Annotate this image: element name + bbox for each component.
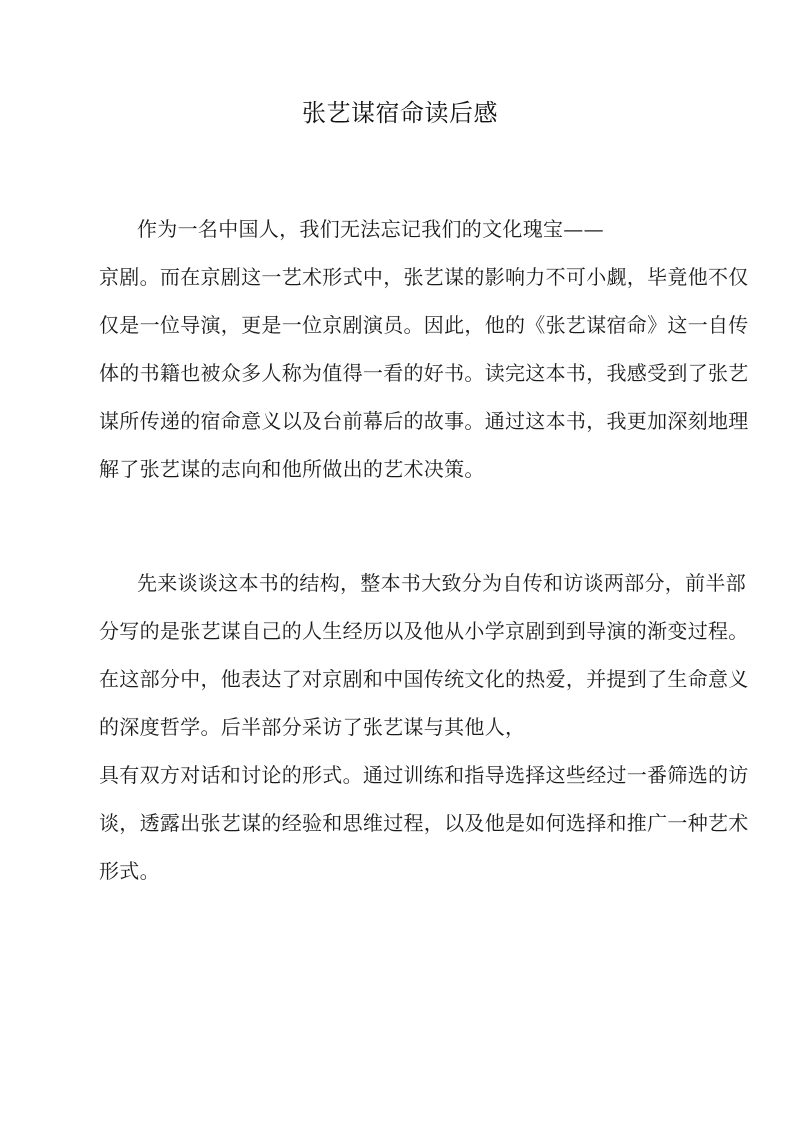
document-title: 张艺谋宿命读后感 — [302, 99, 498, 127]
paragraph-1-line-6: 解了张艺谋的志向和他所做出的艺术决策。 — [99, 457, 485, 481]
paragraph-1-line-3: 仅是一位导演，更是一位京剧演员。因此，他的《张艺谋宿命》这一自传 — [99, 313, 749, 337]
paragraph-2-line-6: 谈，透露出张艺谋的经验和思维过程，以及他是如何选择和推广一种艺术 — [99, 811, 749, 835]
paragraph-1-line-4: 体的书籍也被众多人称为值得一看的好书。读完这本书，我感受到了张艺 — [99, 361, 749, 385]
paragraph-2-line-2: 分写的是张艺谋自己的人生经历以及他从小学京剧到到导演的渐变过程。 — [99, 619, 749, 643]
paragraph-1-line-2: 京剧。而在京剧这一艺术形式中，张艺谋的影响力不可小觑，毕竟他不仅 — [99, 265, 749, 289]
paragraph-2-line-3: 在这部分中，他表达了对京剧和中国传统文化的热爱，并提到了生命意义 — [99, 667, 749, 691]
paragraph-1-line-1: 作为一名中国人，我们无法忘记我们的文化瑰宝—— — [137, 217, 604, 241]
paragraph-2-line-5: 具有双方对话和讨论的形式。通过训练和指导选择这些经过一番筛选的访 — [99, 763, 749, 787]
paragraph-2-line-4: 的深度哲学。后半部分采访了张艺谋与其他人， — [99, 715, 526, 739]
paragraph-2-line-1: 先来谈谈这本书的结构，整本书大致分为自传和访谈两部分，前半部 — [137, 571, 746, 595]
paragraph-1-line-5: 谋所传递的宿命意义以及台前幕后的故事。通过这本书，我更加深刻地理 — [99, 409, 749, 433]
paragraph-2-line-7: 形式。 — [99, 859, 160, 883]
